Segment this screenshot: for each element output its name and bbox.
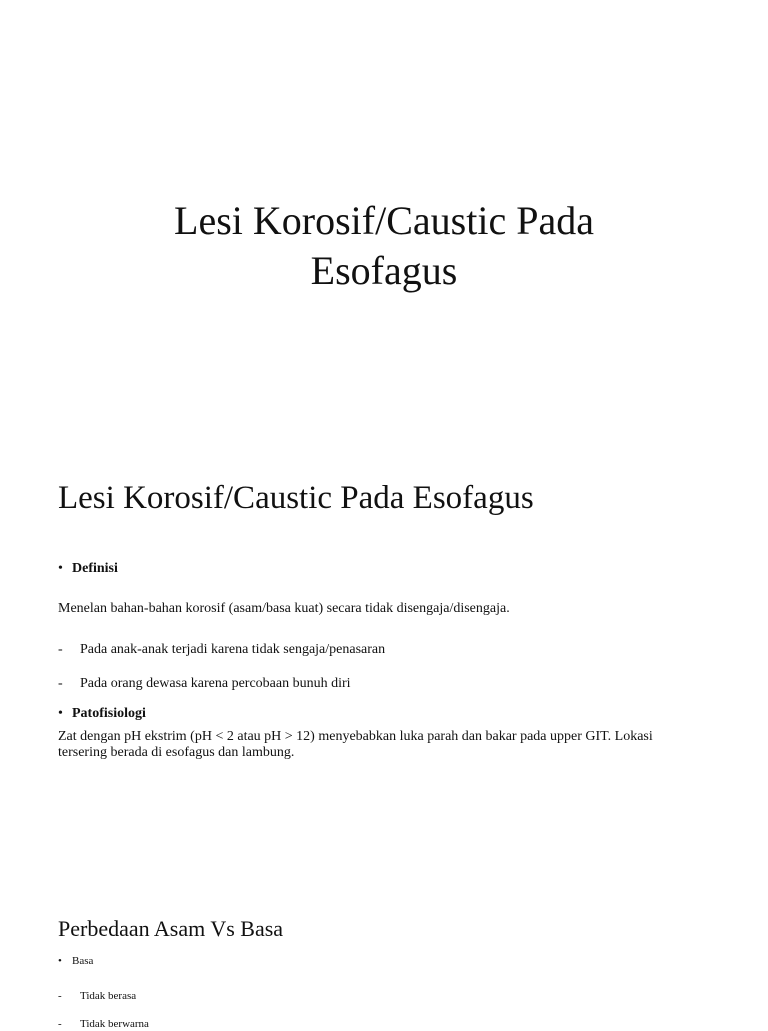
patofisiologi-label: Patofisiologi: [72, 706, 146, 721]
bullet-icon: •: [58, 706, 63, 721]
dash-icon: -: [58, 990, 62, 1002]
slide-1-title-line-2: Esofagus: [310, 248, 458, 293]
slide-3-heading: Perbedaan Asam Vs Basa: [58, 916, 284, 941]
list-item-text: Tidak berasa: [80, 990, 137, 1002]
dash-icon: -: [58, 676, 63, 691]
bullet-icon: •: [58, 955, 62, 967]
definisi-bullet: [58, 561, 118, 577]
slide-2-heading: Lesi Korosif/Caustic Pada Esofagus: [58, 480, 534, 516]
patofisiologi-line-2: tersering berada di esofagus dan lambung.: [58, 745, 295, 760]
list-item-text: Pada anak-anak terjadi karena tidak sengaja/penasaran: [80, 642, 386, 657]
basa-bullet: [58, 954, 93, 968]
patofisiologi-text: [58, 729, 653, 761]
list-item-text: Pada orang dewasa karena percobaan bunuh diri: [80, 676, 351, 691]
list-item-text: Tidak berwarna: [80, 1018, 149, 1030]
slide-1-title: [0, 196, 768, 296]
dash-icon: -: [58, 1018, 62, 1030]
list-item: [58, 642, 385, 658]
slide-1-title-line-1: Lesi Korosif/Caustic Pada: [174, 198, 594, 243]
basa-label: Basa: [72, 955, 94, 967]
list-item: [58, 1017, 149, 1031]
list-item: [58, 676, 351, 692]
dash-icon: -: [58, 642, 63, 657]
patofisiologi-bullet: [58, 706, 146, 722]
bullet-icon: •: [58, 561, 63, 576]
definisi-text: Menelan bahan-bahan korosif (asam/basa kuat) secara tidak disengaja/disengaja.: [58, 601, 510, 616]
patofisiologi-line-1: Zat dengan pH ekstrim (pH < 2 atau pH > 12) menyebabkan luka parah dan bakar pada upper GIT. Lokasi: [58, 729, 653, 744]
list-item: [58, 989, 136, 1003]
definisi-label: Definisi: [72, 561, 118, 576]
